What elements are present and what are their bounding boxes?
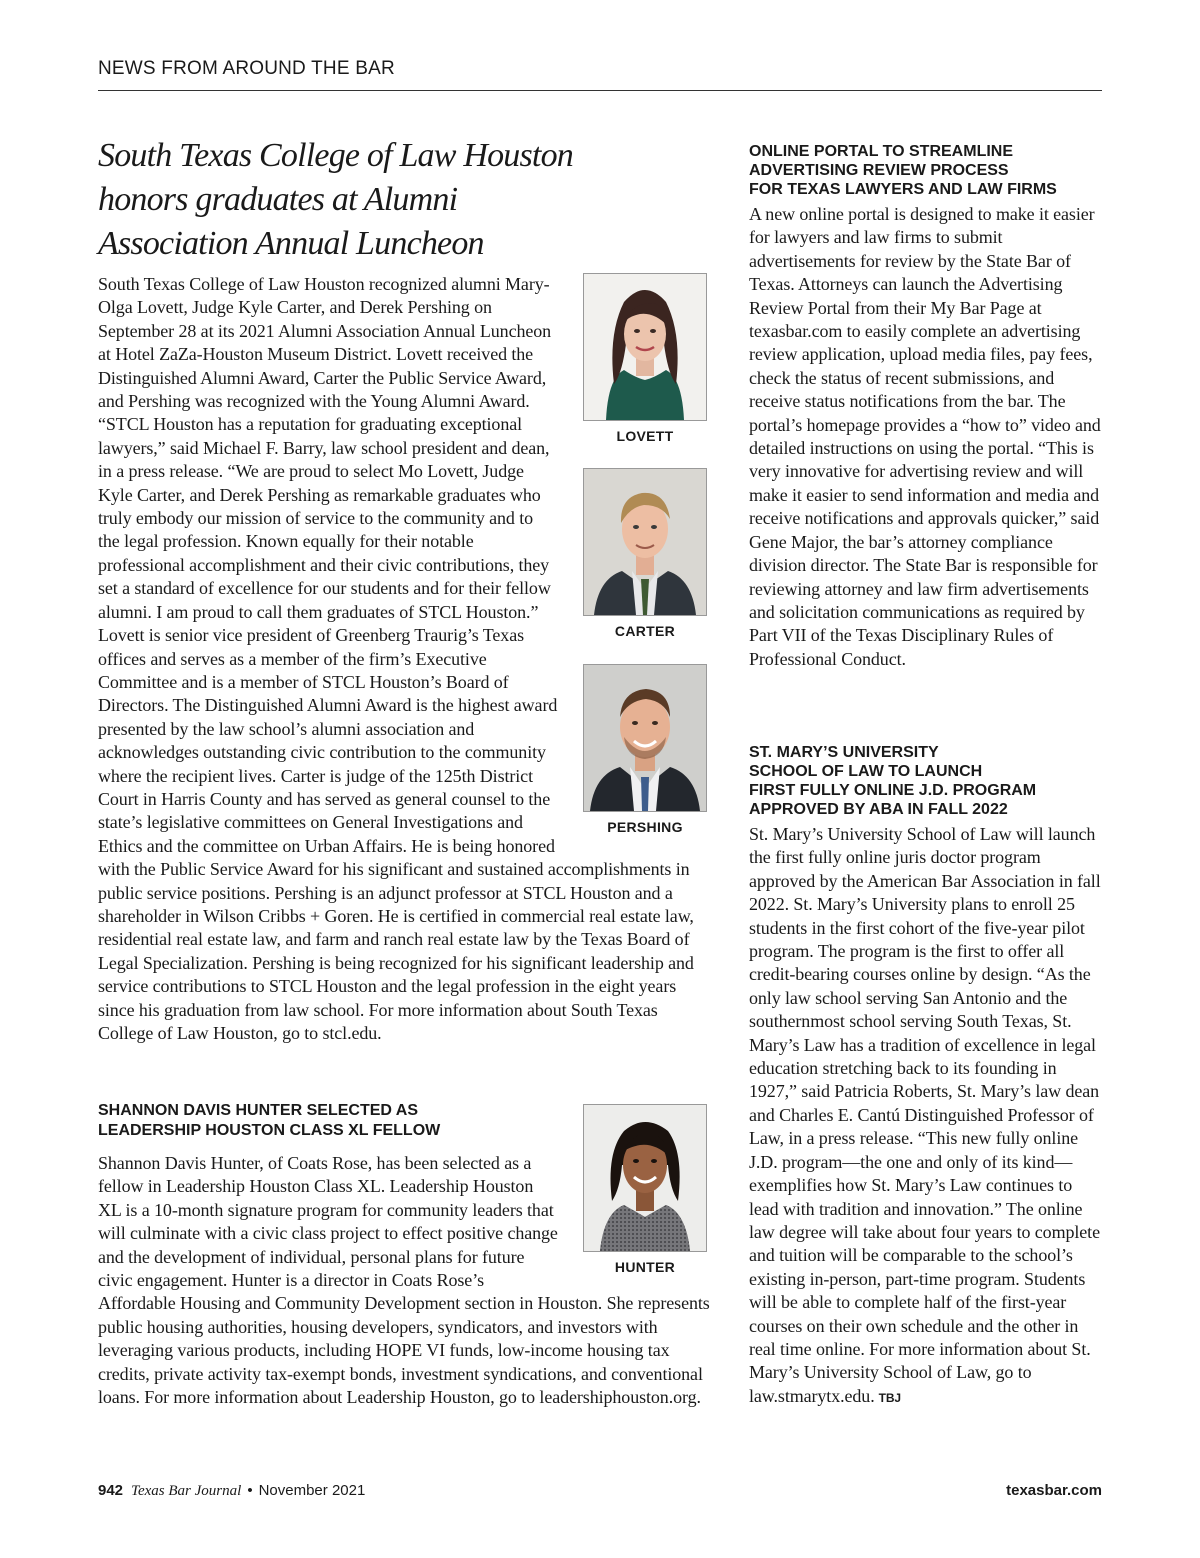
carter-caption: CARTER bbox=[614, 623, 676, 640]
top-divider bbox=[98, 90, 1102, 91]
stcl-photo-stack bbox=[580, 273, 710, 839]
stmarys-body bbox=[749, 823, 1105, 1410]
portal-body-text: A new online portal is designed to make it easier for lawyers and law firms to submit advertisements for review by the State Bar of Texas. Attorneys can launch the Advertising Review Portal from their My Bar Page at texasbar.com to easily complete an advertising review application, upload media files, pay fees, check the status of recent submissions, and receive status notifications from the bar. The portal’s homepage provides a “how to” video and detailed instructions on using the portal. “This is very innovative for advertising review and will make it easier to send information and media and receive notifications and approvals quicker,” said Gene Major, the bar’s attorney compliance division director. The State Bar is responsible for reviewing attorney and law firm advertisements and solicitation communications as required by Part VII of the Texas Disciplinary Rules of Professional Conduct. bbox=[749, 204, 1101, 669]
hunter-photo bbox=[583, 1104, 707, 1252]
hunter-photo-block bbox=[580, 1104, 710, 1279]
journal-name: Texas Bar Journal bbox=[131, 1483, 242, 1499]
hunter-article bbox=[98, 1152, 710, 1409]
stmarys-headline: ST. MARY’S UNIVERSITY SCHOOL OF LAW TO LAUNCH FIRST FULLY ONLINE J.D. PROGRAM APPROVED BY ABA IN FALL 2022 bbox=[749, 744, 1037, 818]
footer-bullet: • bbox=[247, 1482, 253, 1499]
footer-site: texasbar.com bbox=[1006, 1482, 1102, 1499]
stcl-body-text: South Texas College of Law Houston recognized alumni Mary-Olga Lovett, Judge Kyle Carter, and Derek Pershing on September 28 at its 2021 Alumni Association Annual Luncheon at Hotel ZaZa-Houston Museum District. Lovett received the Distinguished Alumni Award, Carter the Public Service Award, and Pershing was recognized with the Young Alumni Award. “STCL Houston has a reputation for graduating exceptional lawyers,” said Michael F. Barry, law school president and dean, in a press release. “We are proud to select Mo Lovett, Judge Kyle Carter, and Derek Pershing as remarkable graduates who truly embody our mission of service to the community and to the legal profession. Known equally for their notable professional accomplishment and their civic contributions, they set a standard of excellence for our students and for their fellow alumni. I am proud to call them graduates of STCL Houston.” Lovett is senior vice president of Greenberg Traurig’s Texas offices and serves as a member of the firm’s Executive Committee and is a member of STCL Houston’s Board of Directors. The Distinguished Alumni Award is the highest award presented by the law school’s alumni association and acknowledges outstanding civic contribution to the community where the recipient lives. Carter is judge of the 125th District Court in Harris County and has served as general counsel to the state’s legislative committees on General Investigations and Ethics and the committee on Urban Affairs. He is being honored with the Public Service Award for his significant and sustained accomplishments in public service positions. Pershing is an adjunct professor at STCL Houston and a shareholder in Wilson Cribbs + Goren. He is certified in commercial real estate law, residential real estate law, and farm and ranch real estate law by the Texas Board of Legal Specialization. Pershing is being recognized for his significant leadership and service contributions to STCL Houston and the legal profession in the eight years since his graduation from law school. For more information about South Texas College of Law Houston, go to stcl.edu. bbox=[98, 274, 694, 1043]
pershing-caption: PERSHING bbox=[607, 818, 683, 835]
issue-date: November 2021 bbox=[258, 1482, 366, 1499]
hunter-headline: SHANNON DAVIS HUNTER SELECTED AS LEADERSHIP HOUSTON CLASS XL FELLOW bbox=[98, 1102, 441, 1139]
section-label: NEWS FROM AROUND THE BAR bbox=[98, 58, 395, 79]
hunter-body-text: Shannon Davis Hunter, of Coats Rose, has been selected as a fellow in Leadership Houston Class XL. Leadership Houston XL is a 10-month signature program for community leaders that will culminate with a civic class project to effect positive change and the development of individual, personal plans for future civic engagement. Hunter is a director in Coats Rose’s Affordable Housing and Community Development section in Houston. She represents public housing authorities, housing developers, syndicators, and investors with leveraging various products, including HOPE VI funds, low-income housing tax credits, private activity tax-exempt bonds, investment syndications, and conventional loans. For more information about Leadership Houston, go to leadershiphouston.org. bbox=[98, 1153, 710, 1408]
tbj-end-mark: TBJ bbox=[878, 1390, 901, 1405]
lovett-photo bbox=[583, 273, 707, 421]
footer-left bbox=[98, 1482, 365, 1500]
stcl-article bbox=[98, 273, 710, 1045]
page-footer bbox=[98, 1482, 1102, 1500]
portal-article bbox=[749, 142, 1105, 671]
page-number: 942 bbox=[98, 1482, 124, 1499]
hunter-caption: HUNTER bbox=[614, 1259, 676, 1275]
stmarys-body-text: St. Mary’s University School of Law will launch the first fully online juris doctor program approved by the American Bar Association in fall 2022. St. Mary’s University plans to enroll 25 students in the first cohort of the five-year pilot program. The program is the first to offer all credit-bearing courses online by design. “As the only law school serving San Antonio and the southernmost school serving South Texas, St. Mary’s Law has a tradition of excellence in legal education stretching back to its founding in 1927,” said Patricia Roberts, St. Mary’s law dean and Charles E. Cantú Distinguished Professor of Law, in a press release. “This new fully online J.D. program—the one and only of its kind—exemplifies how St. Mary’s Law continues to lead with tradition and innovation.” The online law degree will take about four years to complete and tuition will be comparable to the school’s existing in-person, part-time program. Students will be able to complete half of the first-year courses on their own schedule and the other in real time online. For more information about St. Mary’s University School of Law, go to law.stmarytx.edu. bbox=[749, 824, 1101, 1406]
pershing-photo bbox=[583, 664, 707, 812]
portal-headline: ONLINE PORTAL TO STREAMLINE ADVERTISING REVIEW PROCESS FOR TEXAS LAWYERS AND LAW FIRMS bbox=[749, 143, 1057, 198]
carter-photo bbox=[583, 468, 707, 616]
stcl-headline: South Texas College of Law Houston honors graduates at Alumni Association Annual Luncheon bbox=[98, 137, 573, 262]
stmarys-article bbox=[749, 743, 1105, 1410]
lovett-caption: LOVETT bbox=[616, 428, 674, 444]
